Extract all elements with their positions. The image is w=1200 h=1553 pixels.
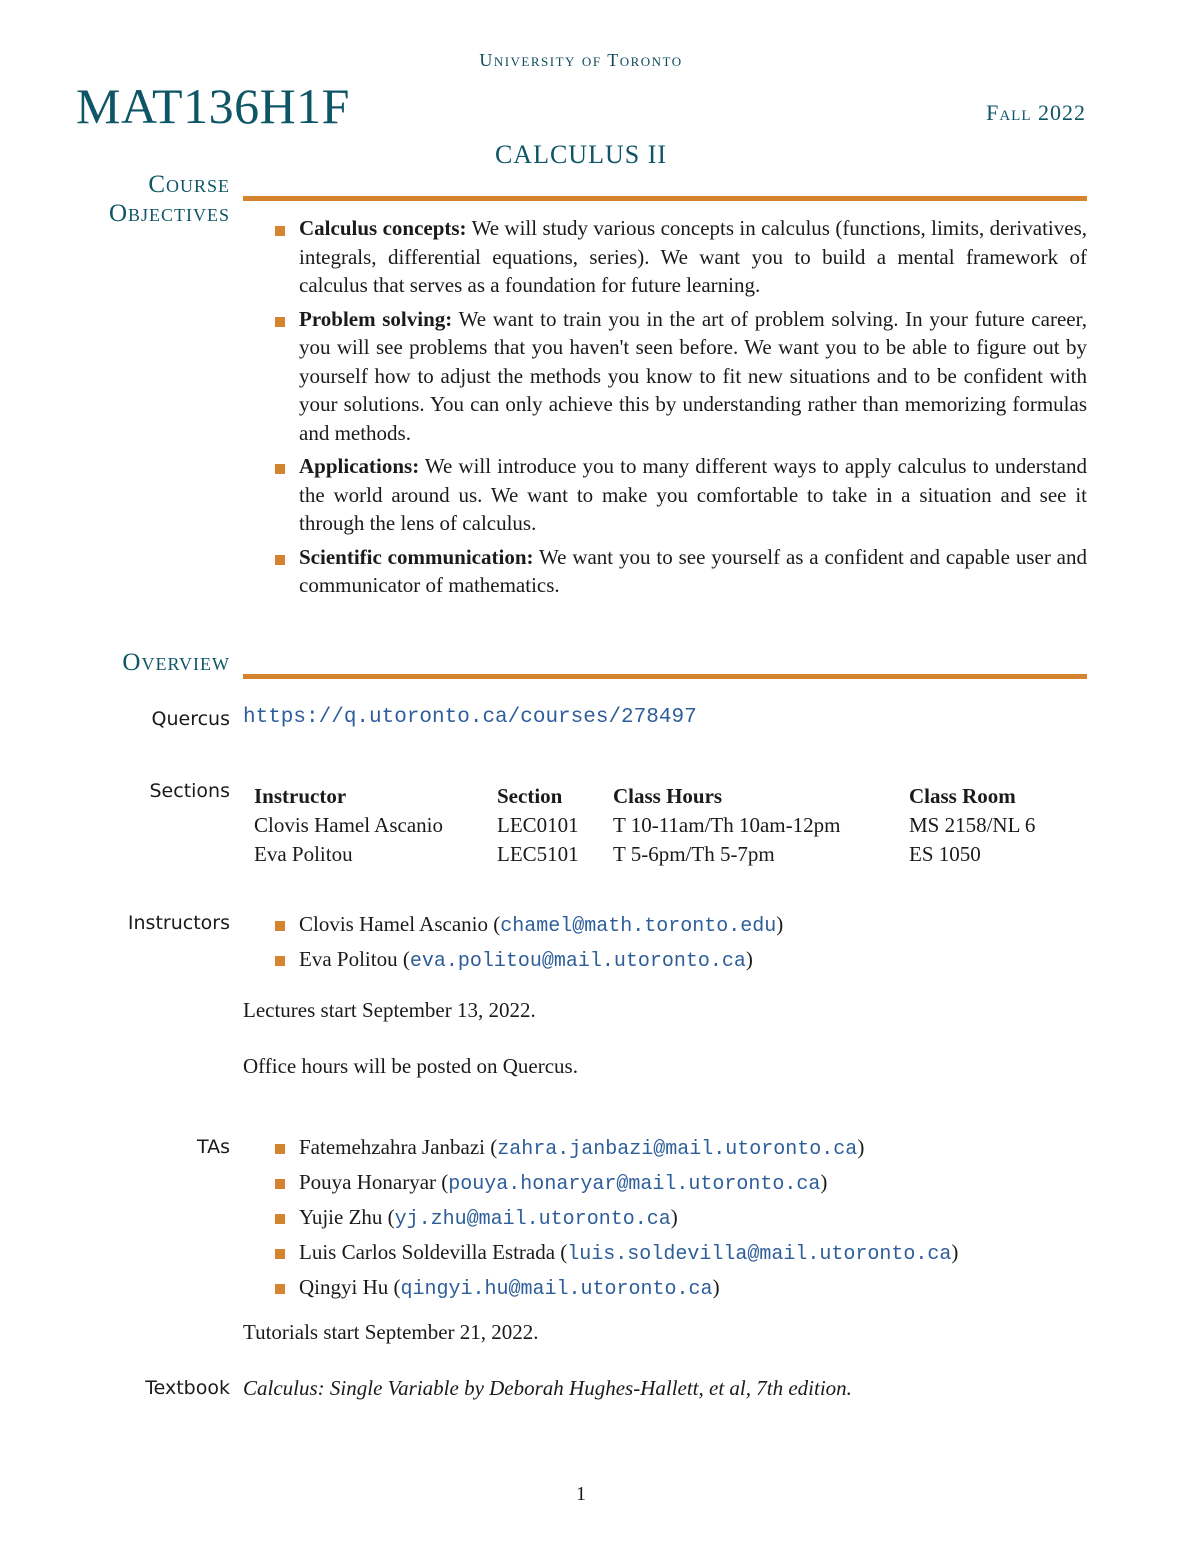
objective-title: Applications: xyxy=(299,454,420,478)
instructors-list xyxy=(272,908,783,978)
page-number: 1 xyxy=(576,1483,586,1505)
instructor-email-link[interactable]: chamel@math.toronto.edu xyxy=(500,915,777,938)
tas-list xyxy=(272,1131,958,1306)
square-bullet-icon xyxy=(275,1249,285,1259)
table-cell: Eva Politou xyxy=(254,842,353,866)
quercus-label: Quercus xyxy=(151,708,230,730)
ta-name: Qingyi Hu xyxy=(299,1275,389,1299)
objective-text: We want you to see yourself as a confident and capable user and communicator of mathematics. xyxy=(299,544,1087,597)
textbook-title: Calculus: Single Variable by Deborah Hughes-Hallett, et al, 7th edition. xyxy=(243,1376,852,1400)
table-cell: Clovis Hamel Ascanio xyxy=(254,813,443,837)
square-bullet-icon xyxy=(275,1144,285,1154)
list-item: Pouya Honaryar (pouya.honaryar@mail.utoronto.ca) xyxy=(272,1166,958,1201)
office-hours-note: Office hours will be posted on Quercus. xyxy=(243,1054,578,1078)
square-bullet-icon xyxy=(275,956,285,966)
square-bullet-icon xyxy=(275,1284,285,1294)
list-item: Clovis Hamel Ascanio (chamel@math.toronto.edu) xyxy=(272,908,783,943)
list-item: Luis Carlos Soldevilla Estrada (luis.soldevilla@mail.utoronto.ca) xyxy=(272,1236,958,1271)
sections-label: Sections xyxy=(149,780,230,802)
overview-rule xyxy=(243,674,1087,679)
objective-title: Scientific communication: xyxy=(299,544,534,569)
instructors-label: Instructors xyxy=(127,912,230,934)
square-bullet-icon xyxy=(275,226,285,236)
textbook-label: Textbook xyxy=(145,1377,230,1399)
objectives-heading xyxy=(109,170,230,228)
instructor-email-link[interactable]: eva.politou@mail.utoronto.ca xyxy=(409,950,746,973)
objectives-heading-line1: Course xyxy=(148,171,230,198)
objective-text: We want to train you in the art of problem solving. In your future career, you will see problems that you haven't seen before. We want you to be able to figure out by yourself how to adjust the methods you know to fit new situations and to be confident with your solutions. You can only achieve this by understanding rather than memorizing formulas and methods. xyxy=(299,306,1087,445)
ta-email-link[interactable]: qingyi.hu@mail.utoronto.ca xyxy=(400,1278,713,1301)
table-row xyxy=(254,813,1074,842)
table-cell: MS 2158/NL 6 xyxy=(909,813,1036,837)
course-title: CALCULUS II xyxy=(494,140,668,169)
ta-email-link[interactable]: zahra.janbazi@mail.utoronto.ca xyxy=(497,1138,858,1161)
tas-label: TAs xyxy=(196,1136,230,1158)
table-cell: T 5-6pm/Th 5-7pm xyxy=(613,842,775,866)
ta-name: Luis Carlos Soldevilla Estrada xyxy=(299,1240,556,1264)
table-cell: LEC0101 xyxy=(497,813,579,837)
objective-text: We will introduce you to many different ways to apply calculus to understand the world around us. We want to make you comfortable to take in a situation and see it through the lens of calculus. xyxy=(299,454,1088,535)
list-item: Qingyi Hu (qingyi.hu@mail.utoronto.ca) xyxy=(272,1271,958,1306)
overview-heading: Overview xyxy=(122,649,230,676)
table-cell: T 10-11am/Th 10am-12pm xyxy=(613,813,841,837)
objective-item xyxy=(272,543,1087,600)
ta-email-link[interactable]: pouya.honaryar@mail.utoronto.ca xyxy=(448,1173,821,1196)
table-header-cell: Class Hours xyxy=(613,784,723,808)
square-bullet-icon xyxy=(275,317,285,327)
quercus-link[interactable]: https://q.utoronto.ca/courses/278497 xyxy=(243,706,697,729)
table-header-cell: Instructor xyxy=(254,784,347,808)
objectives-heading-line2: Objectives xyxy=(108,200,230,227)
ta-name: Yujie Zhu xyxy=(299,1205,383,1229)
lectures-start: Lectures start September 13, 2022. xyxy=(243,998,536,1022)
objective-title: Calculus concepts: xyxy=(299,216,467,240)
ta-email-link[interactable]: yj.zhu@mail.utoronto.ca xyxy=(394,1208,671,1231)
table-header-row xyxy=(254,784,1074,813)
table-cell: LEC5101 xyxy=(497,842,579,866)
square-bullet-icon xyxy=(275,921,285,931)
ta-name: Fatemehzahra Janbazi xyxy=(299,1135,485,1159)
objective-item xyxy=(272,452,1087,538)
course-code: MAT136H1F xyxy=(76,78,350,134)
table-header-cell: Class Room xyxy=(909,784,1016,808)
objective-text: We will study various concepts in calculus (functions, limits, derivatives, integrals, differential equations, series). We want you to build a mental framework of calculus that serves as a foundation for future learning. xyxy=(299,216,1087,297)
term: Fall 2022 xyxy=(986,100,1086,125)
square-bullet-icon xyxy=(275,555,285,565)
square-bullet-icon xyxy=(275,464,285,474)
tutorials-start: Tutorials start September 21, 2022. xyxy=(243,1320,539,1344)
objectives-list xyxy=(272,214,1087,605)
ta-name: Pouya Honaryar xyxy=(299,1170,437,1194)
objective-item xyxy=(272,305,1087,448)
list-item: Eva Politou (eva.politou@mail.utoronto.ca) xyxy=(272,943,783,978)
university-name: University of Toronto xyxy=(479,50,683,70)
list-item: Fatemehzahra Janbazi (zahra.janbazi@mail.utoronto.ca) xyxy=(272,1131,958,1166)
square-bullet-icon xyxy=(275,1179,285,1189)
instructor-name: Clovis Hamel Ascanio xyxy=(299,912,488,936)
table-header-cell: Section xyxy=(497,784,563,808)
table-row xyxy=(254,842,1074,871)
objectives-rule xyxy=(243,196,1087,201)
sections-table xyxy=(254,784,1074,871)
list-item: Yujie Zhu (yj.zhu@mail.utoronto.ca) xyxy=(272,1201,958,1236)
table-cell: ES 1050 xyxy=(909,842,981,866)
objective-title: Problem solving: xyxy=(299,306,453,331)
ta-email-link[interactable]: luis.soldevilla@mail.utoronto.ca xyxy=(567,1243,952,1266)
objective-item xyxy=(272,214,1087,300)
instructor-name: Eva Politou xyxy=(299,947,398,971)
square-bullet-icon xyxy=(275,1214,285,1224)
